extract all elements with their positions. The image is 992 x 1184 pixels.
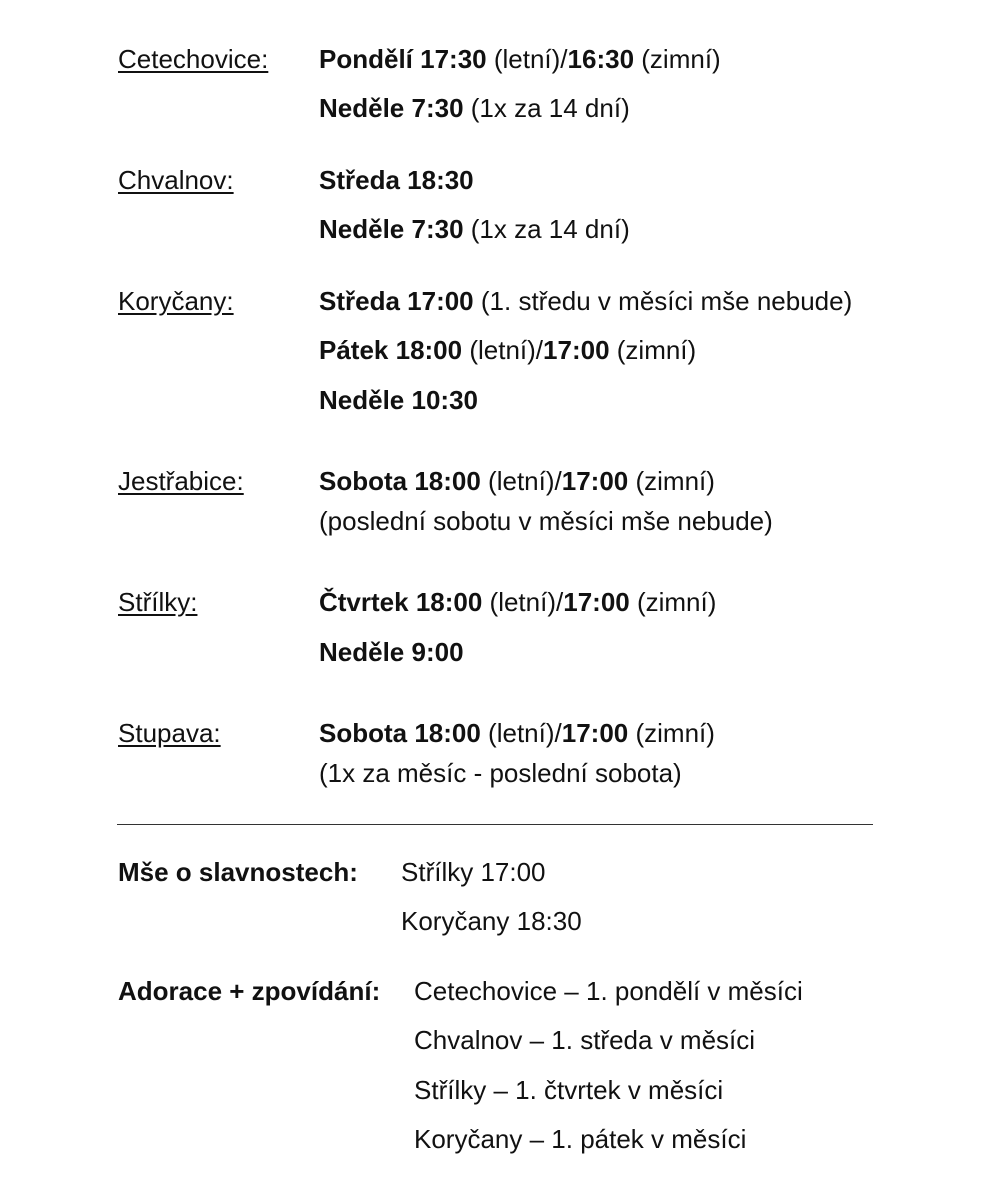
schedule-line [319, 383, 478, 417]
schedule-line [319, 756, 682, 790]
section-divider [117, 824, 873, 825]
schedule-line [319, 716, 715, 750]
schedule-line [319, 333, 696, 367]
note-text: (letní)/ [482, 587, 564, 617]
feasts-item: Koryčany 18:30 [401, 906, 582, 936]
schedule-line [319, 91, 630, 125]
schedule-line [319, 504, 773, 538]
time-text: 17:00 [563, 587, 630, 617]
time-text: 16:30 [567, 44, 635, 74]
time-text: Pondělí 17:30 [319, 44, 487, 74]
note-text: (zimní) [634, 44, 721, 74]
time-text: Čtvrtek 18:00 [319, 587, 483, 617]
feasts-label: Mše o slavnostech: [118, 857, 358, 887]
schedule-line [319, 163, 474, 197]
note-text: (zimní) [629, 587, 717, 617]
time-text: Neděle 7:30 [319, 93, 464, 123]
note-text: (letní)/ [480, 718, 562, 748]
time-text: Středa 18:30 [319, 165, 474, 195]
note-text: (zimní) [628, 466, 715, 496]
place-label-jestrabice: Jestřabice: [118, 466, 244, 496]
place-label-stupava: Stupava: [118, 718, 221, 748]
time-text: Neděle 10:30 [319, 385, 478, 415]
schedule-line [319, 284, 852, 318]
place-label-cetechovice: Cetechovice: [118, 44, 269, 74]
schedule-line [319, 42, 721, 76]
time-text: 17:00 [543, 335, 610, 365]
schedule-line [319, 585, 716, 619]
time-text: 17:00 [561, 718, 629, 748]
time-text: Středa 17:00 [319, 286, 474, 316]
note-text: (1x za 14 dní) [463, 214, 630, 244]
note-text: (letní)/ [486, 44, 568, 74]
time-text: Neděle 7:30 [319, 214, 464, 244]
place-label-chvalnov: Chvalnov: [118, 165, 234, 195]
schedule-line [319, 212, 630, 246]
adoration-item: Cetechovice – 1. pondělí v měsíci [414, 976, 803, 1006]
note-text: (zimní) [609, 335, 697, 365]
time-text: Neděle 9:00 [319, 637, 464, 667]
place-label-strilky: Střílky: [118, 587, 198, 617]
note-text: (letní)/ [480, 466, 562, 496]
time-text: 17:00 [561, 466, 629, 496]
note-text: (zimní) [628, 718, 715, 748]
time-text: Pátek 18:00 [319, 335, 463, 365]
note-text: (poslední sobotu v měsíci mše nebude) [319, 506, 773, 536]
adoration-item: Střílky – 1. čtvrtek v měsíci [414, 1075, 724, 1105]
feasts-item: Střílky 17:00 [401, 857, 546, 887]
schedule-line [319, 464, 715, 498]
note-text: (1x za 14 dní) [463, 93, 630, 123]
note-text: (letní)/ [462, 335, 544, 365]
adoration-item: Koryčany – 1. pátek v měsíci [414, 1124, 747, 1154]
schedule-line [319, 635, 464, 669]
adoration-item: Chvalnov – 1. středa v měsíci [414, 1025, 756, 1055]
time-text: Sobota 18:00 [319, 466, 481, 496]
place-label-korycany: Koryčany: [118, 286, 234, 316]
adoration-label: Adorace + zpovídání: [118, 976, 381, 1006]
time-text: Sobota 18:00 [319, 718, 481, 748]
note-text: (1x za měsíc - poslední sobota) [319, 758, 682, 788]
note-text: (1. středu v měsíci mše nebude) [473, 286, 853, 316]
